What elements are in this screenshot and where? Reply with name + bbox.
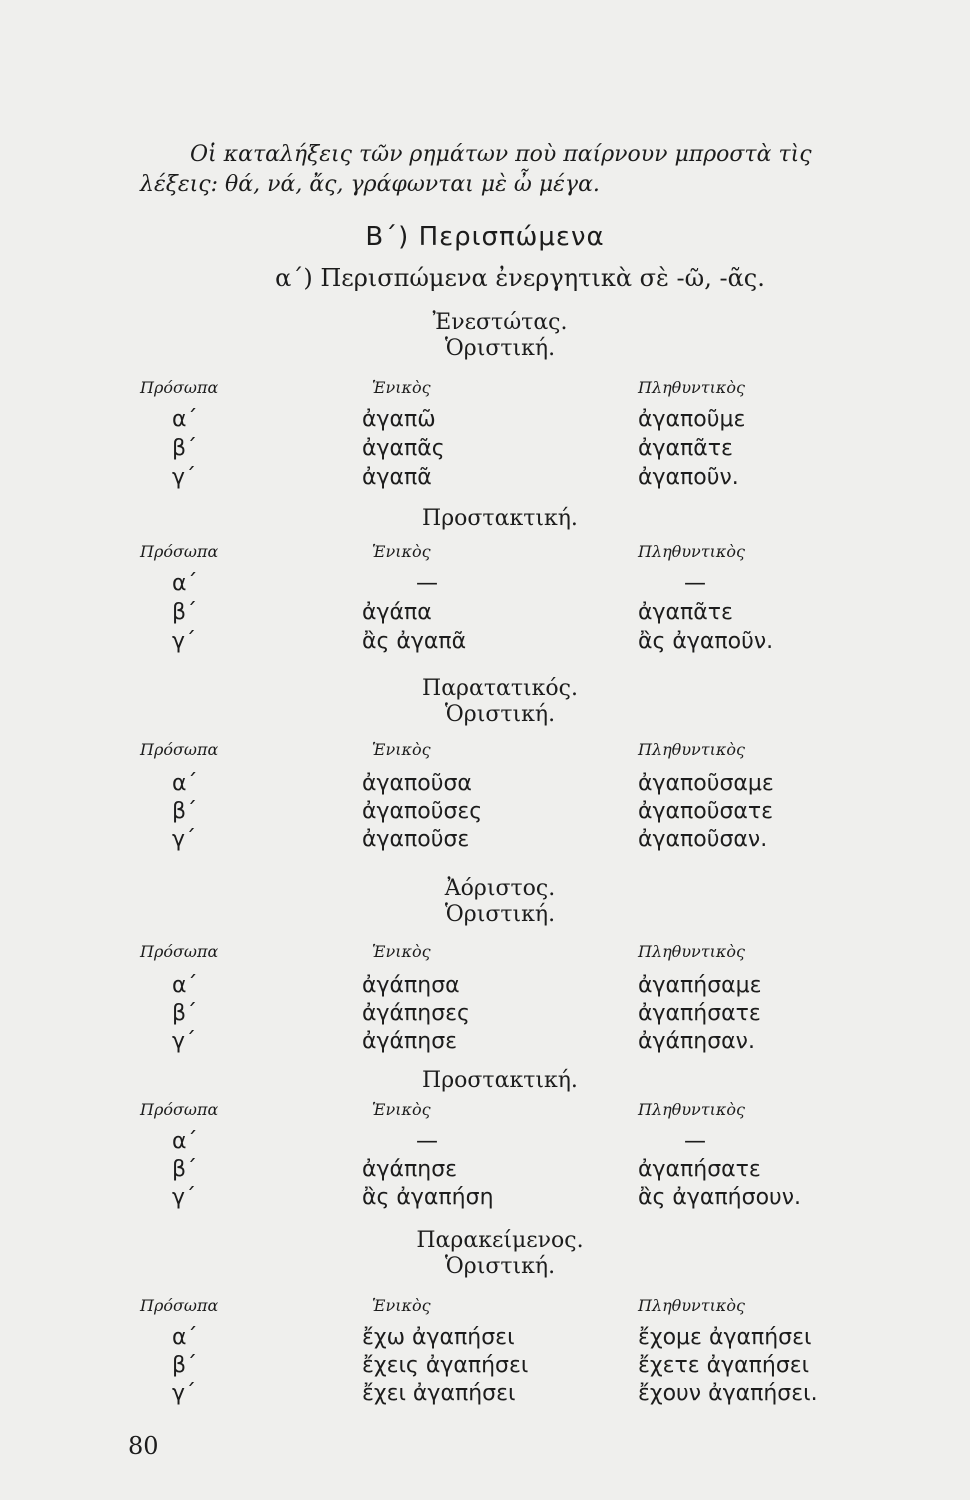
person-label: γ΄ — [172, 1185, 197, 1210]
singular-header: Ἑνικὸς — [372, 542, 431, 561]
person-label: α΄ — [172, 571, 198, 596]
plural-form: ἔχετε ἀγαπήσει — [638, 1353, 810, 1378]
tense-title: Παρατατικός. — [422, 676, 578, 701]
singular-form: ἂς ἀγαπήση — [362, 1185, 494, 1210]
person-label: α΄ — [172, 973, 198, 998]
singular-header: Ἑνικὸς — [372, 378, 431, 397]
mood-title: Προστακτική. — [422, 1068, 578, 1093]
intro-note: Οἱ καταλήξεις τῶν ρημάτων ποὺ παίρνουν μπροστὰ τὶς λέξεις: θά, νά, ἄς, γράφωνται μὲ ὦ μέγα. — [140, 142, 812, 197]
plural-form: — — [684, 571, 706, 596]
singular-form: ἀγαπῶ — [362, 407, 436, 432]
plural-form: ἀγαπήσατε — [638, 1157, 761, 1182]
singular-form: ἀγάπησε — [362, 1029, 458, 1054]
plural-form: ἀγαποῦμε — [638, 407, 746, 432]
person-label: β΄ — [172, 600, 198, 625]
subsection-title: α΄) Περισπώμενα ἐνεργητικὰ σὲ -ῶ, -ᾶς. — [275, 264, 765, 292]
singular-form: — — [416, 1129, 438, 1154]
person-label: β΄ — [172, 1157, 198, 1182]
persons-header: Πρόσωπα — [140, 378, 219, 397]
singular-header: Ἑνικὸς — [372, 1296, 431, 1315]
mood-title: Ὁριστική. — [444, 702, 556, 727]
plural-form: ἂς ἀγαποῦν. — [638, 629, 774, 654]
plural-header: Πληθυντικὸς — [638, 1100, 745, 1119]
person-label: β΄ — [172, 1001, 198, 1026]
persons-header: Πρόσωπα — [140, 542, 219, 561]
tense-title: Ἐνεστώτας. — [432, 310, 568, 335]
singular-form: ἀγαπᾶ — [362, 465, 432, 490]
person-label: γ΄ — [172, 1029, 197, 1054]
person-label: α΄ — [172, 771, 198, 796]
plural-form: ἀγαποῦσατε — [638, 799, 774, 824]
singular-form: ἀγάπησα — [362, 973, 460, 998]
plural-header: Πληθυντικὸς — [638, 1296, 745, 1315]
person-label: α΄ — [172, 407, 198, 432]
persons-header: Πρόσωπα — [140, 942, 219, 961]
tense-title: Παρακείμενος. — [416, 1228, 584, 1253]
person-label: γ΄ — [172, 1381, 197, 1406]
plural-form: ἀγαπήσαμε — [638, 973, 762, 998]
plural-form: ἀγάπησαν. — [638, 1029, 755, 1054]
plural-header: Πληθυντικὸς — [638, 942, 745, 961]
singular-form: ἀγάπησες — [362, 1001, 470, 1026]
singular-header: Ἑνικὸς — [372, 942, 431, 961]
singular-header: Ἑνικὸς — [372, 1100, 431, 1119]
plural-form: ἔχουν ἀγαπήσει. — [638, 1381, 818, 1406]
mood-title: Προστακτική. — [422, 506, 578, 531]
singular-form: ἀγαποῦσε — [362, 827, 470, 852]
person-label: γ΄ — [172, 465, 197, 490]
singular-form: ἀγάπα — [362, 600, 432, 625]
page-number: 80 — [128, 1432, 159, 1460]
singular-form: ἔχει ἀγαπήσει — [362, 1381, 516, 1406]
singular-form: ἀγαπᾶς — [362, 436, 445, 461]
person-label: γ΄ — [172, 827, 197, 852]
plural-form: ἀγαπήσατε — [638, 1001, 761, 1026]
mood-title: Ὁριστική. — [444, 336, 556, 361]
person-label: β΄ — [172, 436, 198, 461]
plural-form: ἀγαποῦσαμε — [638, 771, 774, 796]
singular-header: Ἑνικὸς — [372, 740, 431, 759]
plural-form: ἀγαπᾶτε — [638, 436, 733, 461]
persons-header: Πρόσωπα — [140, 1100, 219, 1119]
plural-header: Πληθυντικὸς — [638, 378, 745, 397]
singular-form: ἀγαποῦσα — [362, 771, 472, 796]
plural-header: Πληθυντικὸς — [638, 542, 745, 561]
singular-form: ἂς ἀγαπᾶ — [362, 629, 467, 654]
plural-form: ἀγαπᾶτε — [638, 600, 733, 625]
plural-form: ἂς ἀγαπήσουν. — [638, 1185, 802, 1210]
singular-form: — — [416, 571, 438, 596]
persons-header: Πρόσωπα — [140, 740, 219, 759]
tense-title: Ἀόριστος. — [444, 876, 556, 901]
plural-form: ἀγαποῦσαν. — [638, 827, 768, 852]
plural-header: Πληθυντικὸς — [638, 740, 745, 759]
person-label: α΄ — [172, 1129, 198, 1154]
plural-form: ἔχομε ἀγαπήσει — [638, 1325, 812, 1350]
mood-title: Ὁριστική. — [444, 902, 556, 927]
section-title: Β΄) Περισπώμενα — [365, 222, 605, 252]
person-label: α΄ — [172, 1325, 198, 1350]
singular-form: ἔχεις ἀγαπήσει — [362, 1353, 529, 1378]
person-label: β΄ — [172, 1353, 198, 1378]
singular-form: ἔχω ἀγαπήσει — [362, 1325, 515, 1350]
mood-title: Ὁριστική. — [444, 1254, 556, 1279]
person-label: γ΄ — [172, 629, 197, 654]
persons-header: Πρόσωπα — [140, 1296, 219, 1315]
singular-form: ἀγάπησε — [362, 1157, 458, 1182]
plural-form: — — [684, 1129, 706, 1154]
singular-form: ἀγαποῦσες — [362, 799, 483, 824]
person-label: β΄ — [172, 799, 198, 824]
plural-form: ἀγαποῦν. — [638, 465, 739, 490]
